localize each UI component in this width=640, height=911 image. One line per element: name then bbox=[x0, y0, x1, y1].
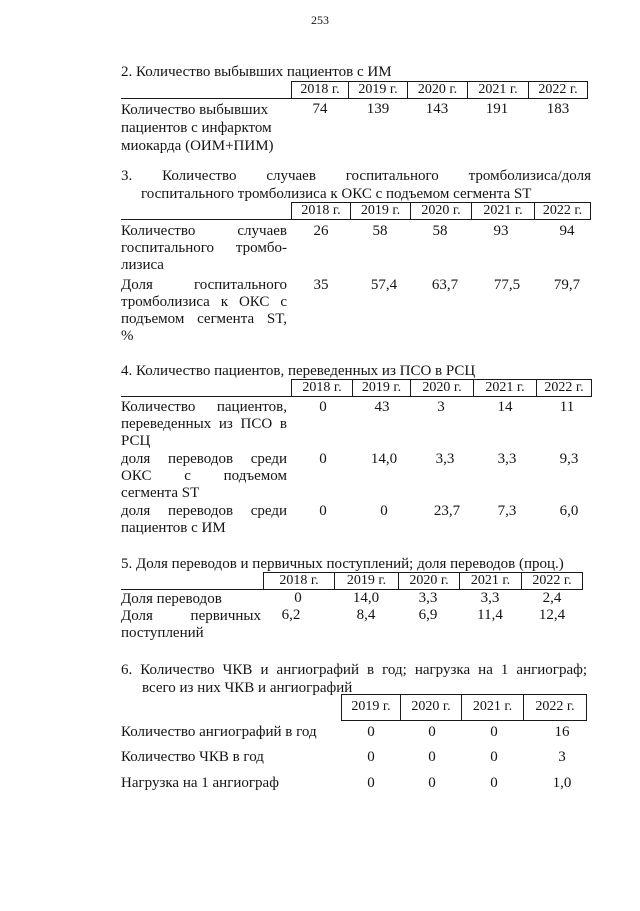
row-label: Количество пациентов, переведенных из ПСО в РСЦ bbox=[121, 399, 287, 449]
cell-value: 8,4 bbox=[356, 607, 376, 623]
section-3-title: 3. Количество случаев госпитального тромболизиса/доля госпитального тромболизиса к ОКС с подъемом сегмента ST bbox=[121, 168, 591, 202]
cell-value: 43 bbox=[374, 399, 390, 415]
year-header: 2020 г. bbox=[410, 202, 472, 220]
row-label: Количество выбывших пациентов с инфарктом миокарда (ОИМ+ПИМ) bbox=[121, 102, 274, 154]
cell-value: 0 bbox=[367, 775, 375, 791]
cell-value: 3,3 bbox=[435, 451, 455, 467]
year-header: 2019 г. bbox=[348, 81, 408, 99]
row-label: Доля госпитального тромболизиса к ОКС с подъемом сегмента ST, % bbox=[121, 277, 287, 344]
cell-value: 58 bbox=[372, 223, 388, 239]
cell-value: 183 bbox=[546, 101, 570, 117]
cell-value: 11,4 bbox=[477, 607, 503, 623]
year-header: 2022 г. bbox=[523, 694, 587, 721]
row-label: Доля переводов bbox=[121, 591, 222, 607]
cell-value: 0 bbox=[319, 399, 327, 415]
year-header: 2022 г. bbox=[521, 572, 583, 590]
year-header: 2020 г. bbox=[398, 572, 460, 590]
cell-value: 3 bbox=[558, 749, 566, 765]
cell-value: 57,4 bbox=[370, 277, 398, 293]
year-header: 2022 г. bbox=[536, 379, 592, 397]
cell-value: 0 bbox=[367, 724, 375, 740]
cell-value: 0 bbox=[319, 451, 327, 467]
section-6-title: 6. Количество ЧКВ и ангиографий в год; нагрузка на 1 ангиограф; всего из них ЧКВ и ангиографий bbox=[121, 662, 587, 696]
row-label: Количество случаев госпитального тромбо- лизиса bbox=[121, 223, 287, 273]
cell-value: 3,3 bbox=[497, 451, 517, 467]
cell-value: 3,3 bbox=[480, 590, 500, 606]
cell-value: 7,3 bbox=[497, 503, 517, 519]
year-header: 2021 г. bbox=[461, 694, 524, 721]
year-header: 2021 г. bbox=[471, 202, 535, 220]
cell-value: 2,4 bbox=[542, 590, 562, 606]
year-header: 2021 г. bbox=[467, 81, 529, 99]
cell-value: 0 bbox=[380, 503, 388, 519]
cell-value: 79,7 bbox=[553, 277, 581, 293]
year-header: 2021 г. bbox=[473, 379, 537, 397]
cell-value: 26 bbox=[313, 223, 329, 239]
year-header: 2022 г. bbox=[534, 202, 591, 220]
cell-value: 93 bbox=[493, 223, 509, 239]
year-header: 2020 г. bbox=[407, 81, 468, 99]
cell-value: 94 bbox=[559, 223, 575, 239]
year-header: 2021 г. bbox=[459, 572, 522, 590]
cell-value: 74 bbox=[312, 101, 328, 117]
cell-value: 77,5 bbox=[493, 277, 521, 293]
cell-value: 9,3 bbox=[559, 451, 579, 467]
cell-value: 58 bbox=[432, 223, 448, 239]
cell-value: 0 bbox=[428, 749, 436, 765]
year-header: 2019 г. bbox=[352, 379, 411, 397]
cell-value: 23,7 bbox=[433, 503, 461, 519]
cell-value: 3,3 bbox=[418, 590, 438, 606]
page-number: 253 bbox=[311, 13, 329, 27]
year-header: 2019 г. bbox=[350, 202, 411, 220]
table-rule bbox=[121, 98, 588, 99]
year-header: 2019 г. bbox=[334, 572, 399, 590]
cell-value: 0 bbox=[490, 775, 498, 791]
cell-value: 3 bbox=[437, 399, 445, 415]
cell-value: 0 bbox=[428, 724, 436, 740]
row-label: Количество ангиографий в год bbox=[121, 724, 317, 740]
cell-value: 0 bbox=[428, 775, 436, 791]
cell-value: 6,9 bbox=[418, 607, 438, 623]
cell-value: 0 bbox=[490, 749, 498, 765]
cell-value: 1,0 bbox=[552, 775, 572, 791]
cell-value: 14,0 bbox=[352, 590, 380, 606]
year-header: 2020 г. bbox=[400, 694, 462, 721]
row-label: Нагрузка на 1 ангиограф bbox=[121, 775, 279, 791]
cell-value: 14,0 bbox=[370, 451, 398, 467]
cell-value: 0 bbox=[367, 749, 375, 765]
cell-value: 143 bbox=[425, 101, 449, 117]
cell-value: 191 bbox=[485, 101, 509, 117]
cell-value: 0 bbox=[319, 503, 327, 519]
row-label: Количество ЧКВ в год bbox=[121, 749, 264, 765]
year-header: 2018 г. bbox=[291, 81, 349, 99]
table-rule bbox=[121, 396, 592, 397]
year-header: 2019 г. bbox=[341, 694, 401, 721]
cell-value: 63,7 bbox=[431, 277, 459, 293]
section-4-title: 4. Количество пациентов, переведенных из ПСО в РСЦ bbox=[121, 363, 476, 379]
cell-value: 139 bbox=[366, 101, 390, 117]
table-rule bbox=[121, 219, 591, 220]
year-header: 2022 г. bbox=[528, 81, 588, 99]
cell-value: 0 bbox=[294, 590, 302, 606]
cell-value: 11 bbox=[559, 399, 575, 415]
cell-value: 12,4 bbox=[538, 607, 566, 623]
row-label: доля переводов среди пациентов с ИМ bbox=[121, 503, 287, 536]
year-header: 2018 г. bbox=[291, 202, 351, 220]
section-2-title: 2. Количество выбывших пациентов с ИМ bbox=[121, 64, 392, 80]
cell-value: 35 bbox=[313, 277, 329, 293]
year-header: 2018 г. bbox=[263, 572, 335, 590]
year-header: 2020 г. bbox=[410, 379, 474, 397]
row-label: доля переводов среди ОКС с подъемом сегмента ST bbox=[121, 451, 287, 501]
cell-value: 14 bbox=[497, 399, 513, 415]
cell-value: 16 bbox=[554, 724, 570, 740]
cell-value: 6,0 bbox=[559, 503, 579, 519]
section-5-title: 5. Доля переводов и первичных поступлений; доля переводов (проц.) bbox=[121, 556, 564, 572]
cell-value: 6,2 bbox=[281, 607, 301, 623]
row-label: Доля первичных поступлений bbox=[121, 608, 261, 641]
cell-value: 0 bbox=[490, 724, 498, 740]
year-header: 2018 г. bbox=[291, 379, 353, 397]
